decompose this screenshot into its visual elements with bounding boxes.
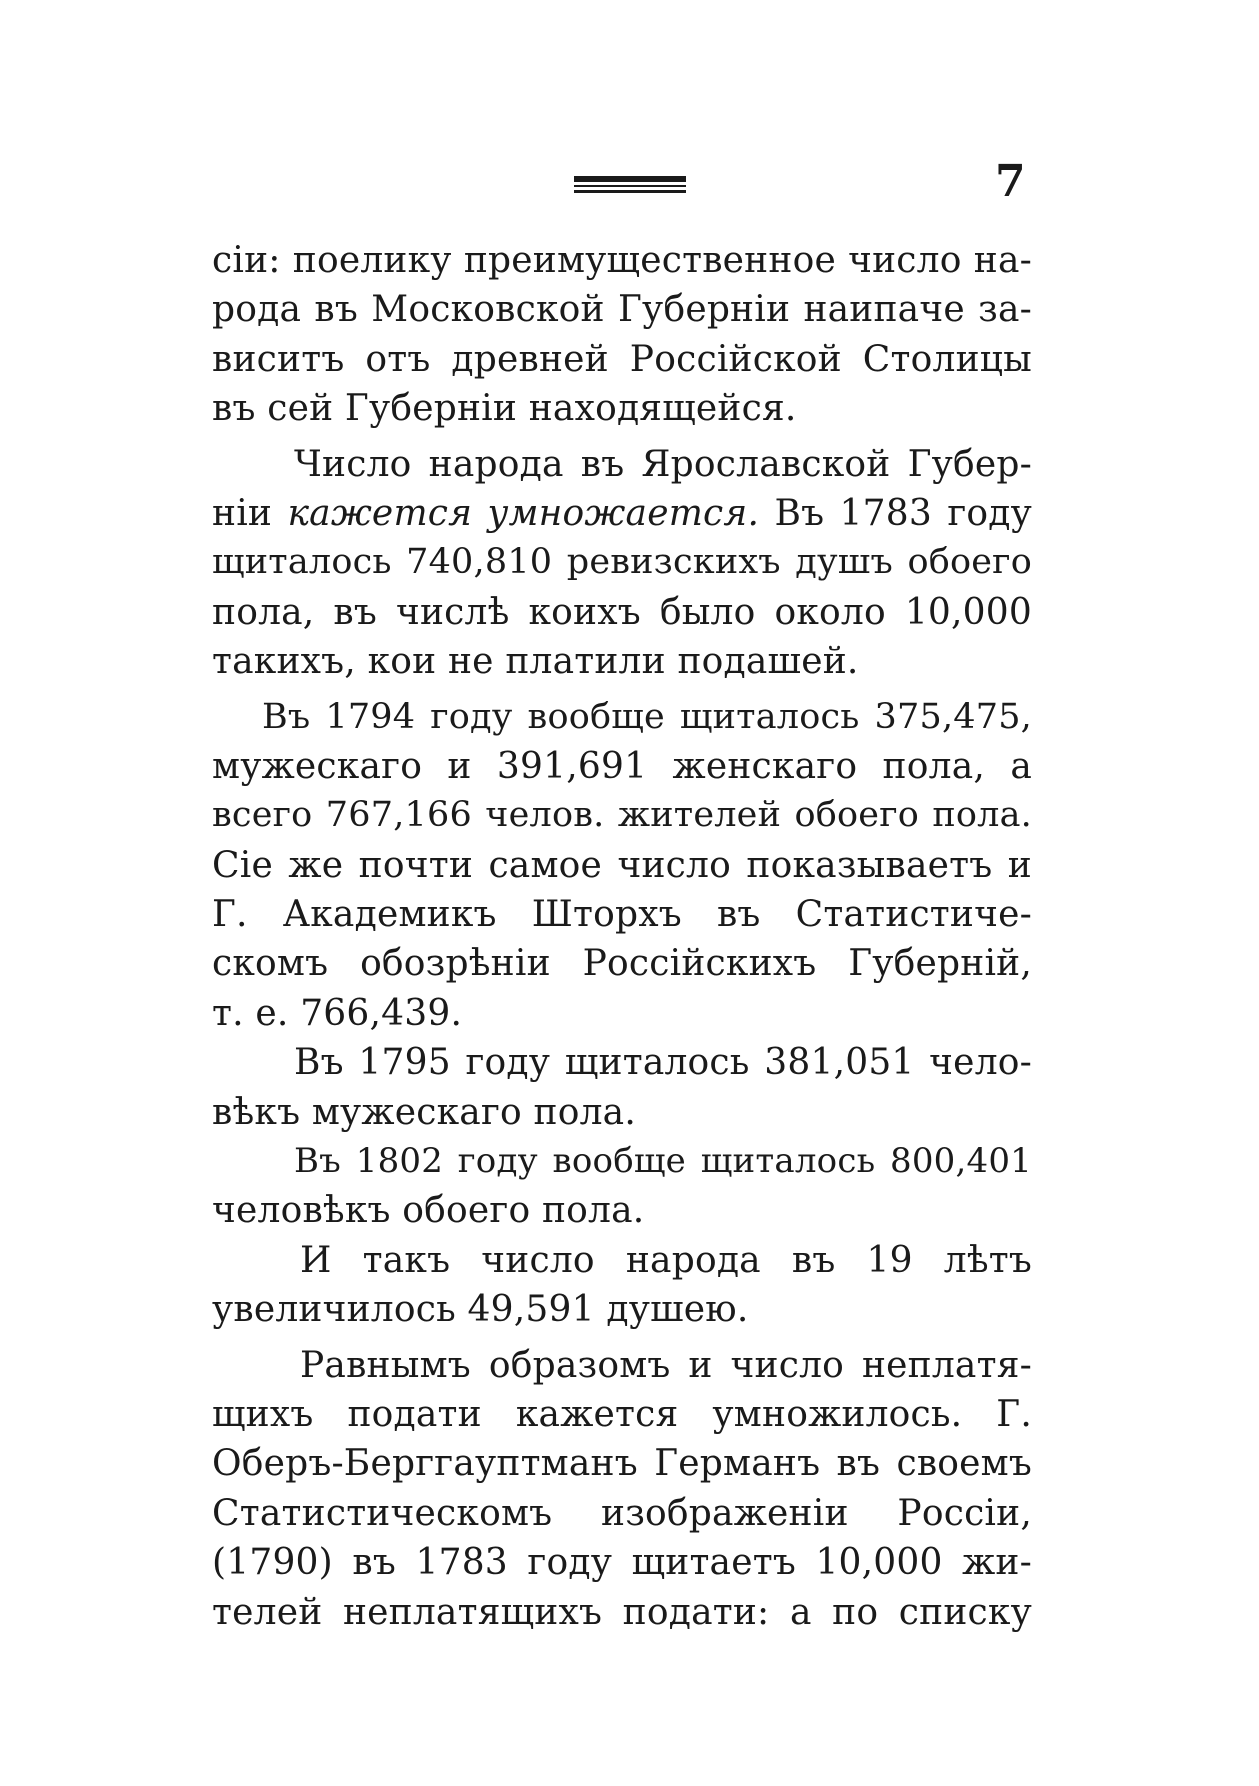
text-line: т. е. 766,439.	[212, 992, 463, 1034]
header-ornament-rule	[574, 176, 686, 194]
text-line: вѣкъ мужескаго пола.	[212, 1091, 636, 1133]
text-line: Сіе же почти самое число показываетъ и	[212, 844, 1032, 886]
text-line: Въ 1795 году щиталось 381,051 чело-	[294, 1042, 1032, 1084]
text-line: мужескаго и 391,691 женскаго пола, а	[212, 745, 1032, 787]
text-line: рода въ Московской Губерніи наипаче за-	[212, 289, 1032, 331]
text-line: Статистическомъ изображеніи Россіи,	[212, 1492, 1032, 1534]
text-line: Въ 1802 году вообще щиталось 800,401	[294, 1141, 1032, 1182]
paragraph	[212, 1038, 1032, 1137]
text-line: Г. Академикъ Шторхъ въ Статистиче-	[212, 894, 1032, 936]
text-line: щиталось 740,810 ревизскихъ душъ обоего	[212, 542, 1032, 583]
italic-phrase: кажется умножается.	[287, 492, 760, 534]
text-line: Равнымъ образомъ и число неплатя-	[300, 1344, 1032, 1386]
text-line: ніи кажется умножается. Въ 1783 году	[212, 492, 1032, 534]
paragraph	[212, 1341, 1032, 1637]
paragraph	[212, 236, 1032, 434]
text-line: скомъ обозрѣніи Россійскихъ Губерній,	[212, 943, 1032, 985]
paragraph	[212, 693, 1032, 1039]
paragraph	[212, 1137, 1032, 1236]
text-line: щихъ подати кажется умножилось. Г.	[212, 1393, 1032, 1435]
text-line: въ сей Губерніи находящейся.	[212, 388, 797, 430]
text-line: (1790) въ 1783 году щитаетъ 10,000 жи-	[212, 1542, 1032, 1584]
text-line: пола, въ числѣ коихъ было около 10,000	[212, 591, 1032, 633]
text-line: такихъ, кои не платили подашей.	[212, 641, 859, 683]
text-line: Число народа въ Ярославской Губер-	[294, 443, 1032, 485]
text-line: сіи: поелику преимущественное число на-	[212, 240, 1032, 281]
text-line: Оберъ-Берггауптманъ Германъ въ своемъ	[212, 1443, 1032, 1485]
text-line: виситъ отъ древней Россійской Столицы	[212, 338, 1032, 380]
text-line: И такъ число народа въ 19 лѣтъ	[300, 1239, 1032, 1281]
paragraph	[212, 1236, 1032, 1335]
text-line: Въ 1794 году вообще щиталось 375,475,	[262, 696, 1032, 737]
text-line: человѣкъ обоего пола.	[212, 1190, 645, 1232]
text-line: увеличилось 49,591 душею.	[212, 1289, 749, 1331]
text-line: всего 767,166 челов. жителей обоего пола.	[212, 795, 1032, 836]
page-number: 7	[995, 156, 1026, 207]
paragraph	[212, 440, 1032, 687]
body-text	[212, 236, 1032, 1637]
text-line: телей неплатящихъ подати: а по списку	[212, 1591, 1032, 1633]
